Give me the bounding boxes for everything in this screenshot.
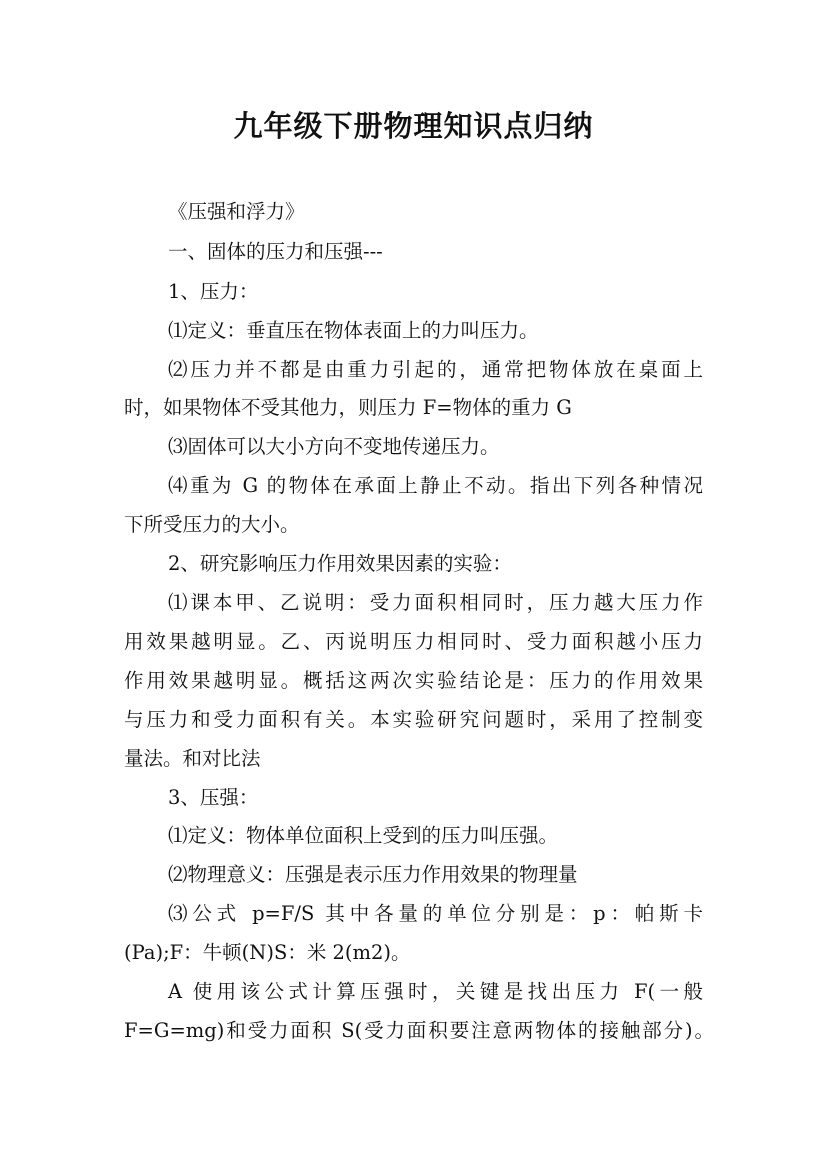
- paragraph-line: ⑴定义：垂直压在物体表面上的力叫压力。: [168, 319, 539, 342]
- paragraph-line: 与压力和受力面积有关。本实验研究问题时，采用了控制变: [124, 708, 703, 731]
- paragraph-line: A 使用该公式计算压强时，关键是找出压力 F(一般: [168, 980, 703, 1003]
- paragraph-line: ⑴课本甲、乙说明：受力面积相同时，压力越大压力作: [168, 591, 703, 614]
- paragraph-line: 作用效果越明显。概括这两次实验结论是：压力的作用效果: [124, 669, 703, 692]
- paragraph-line: 时，如果物体不受其他力，则压力 F=物体的重力 G: [124, 396, 572, 419]
- item-heading: 3、压强：: [168, 786, 259, 809]
- paragraph-line: ⑷重为 G 的物体在承面上静止不动。指出下列各种情况: [168, 474, 703, 497]
- item-heading: 2、研究影响压力作用效果因素的实验：: [168, 552, 512, 575]
- item-heading: 1、压力：: [168, 280, 259, 303]
- paragraph-line: 下所受压力的大小。: [124, 513, 300, 536]
- document-title: 九年级下册物理知识点归纳: [233, 109, 594, 143]
- paragraph-line: ⑶公式 p=F/S 其中各量的单位分别是：p：帕斯卡: [168, 902, 703, 925]
- paragraph-line: ⑵物理意义：压强是表示压力作用效果的物理量: [168, 863, 578, 886]
- paragraph-line: ⑴定义：物体单位面积上受到的压力叫压强。: [168, 824, 559, 847]
- subsection-heading: 一、固体的压力和压强---: [168, 240, 383, 263]
- section-heading: 《压强和浮力》: [168, 200, 305, 223]
- paragraph-line: (Pa);F：牛顿(N)S：米 2(m2)。: [124, 941, 411, 964]
- paragraph-line: ⑶固体可以大小方向不变地传递压力。: [168, 435, 500, 458]
- paragraph-line: 量法。和对比法: [124, 747, 261, 770]
- paragraph-line: ⑵压力并不都是由重力引起的，通常把物体放在桌面上: [168, 358, 703, 381]
- paragraph-line: F=G=mg)和受力面积 S(受力面积要注意两物体的接触部分)。: [124, 1019, 714, 1042]
- paragraph-line: 用效果越明显。乙、丙说明压力相同时、受力面积越小压力: [124, 630, 703, 653]
